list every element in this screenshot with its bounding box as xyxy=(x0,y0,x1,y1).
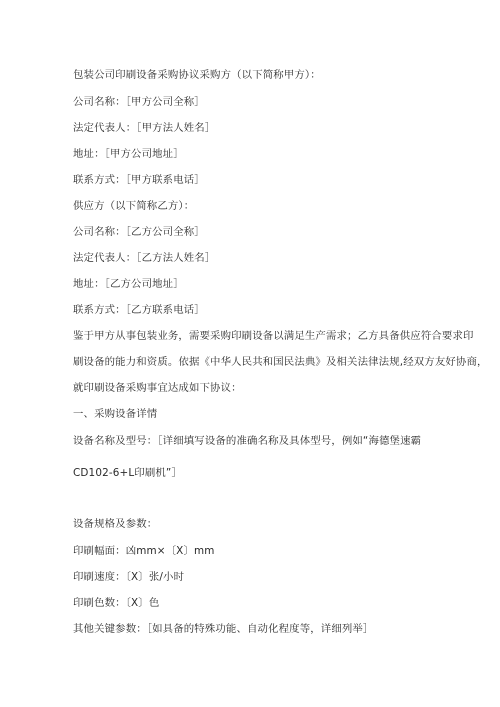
equipment-name-line-2: CD102-6+L印刷机”］ xyxy=(73,467,182,479)
print-colors: 印刷色数：〔X〕色 xyxy=(73,597,160,609)
buyer-legal-rep: 法定代表人：［甲方法人姓名］ xyxy=(73,122,216,134)
preamble-line-3: 就印刷设备采购事宜达成如下协议： xyxy=(73,382,242,394)
supplier-contact: 联系方式：［乙方联系电话］ xyxy=(73,304,205,316)
supplier-company: 公司名称：［乙方公司全称］ xyxy=(73,226,205,238)
preamble-line-1: 鉴于甲方从事包装业务，需要采购印刷设备以满足生产需求；乙方具备供应符合要求印 xyxy=(73,330,474,342)
supplier-intro: 供应方（以下简称乙方）： xyxy=(73,200,195,212)
other-params: 其他关键参数：［如具备的特殊功能、自动化程度等，详细列举］ xyxy=(73,623,374,635)
buyer-company: 公司名称：［甲方公司全称］ xyxy=(73,96,205,108)
spec-heading: 设备规格及参数： xyxy=(73,518,158,530)
supplier-legal-rep: 法定代表人：［乙方法人姓名］ xyxy=(73,252,216,264)
buyer-address: 地址：［甲方公司地址］ xyxy=(73,148,184,160)
preamble-line-2: 刷设备的能力和资质。依据《中华人民共和国民法典》及相关法律法规,经双方友好协商， xyxy=(73,356,488,368)
supplier-address: 地址：［乙方公司地址］ xyxy=(73,278,184,290)
buyer-contact: 联系方式：［甲方联系电话］ xyxy=(73,174,205,186)
print-size: 印刷幅面：凶mm×〔X〕mm xyxy=(73,545,215,557)
buyer-intro: 包装公司印刷设备采购协议采购方（以下简称甲方）： xyxy=(73,69,321,81)
equipment-name-line-1: 设备名称及型号：［详细填写设备的准确名称及具体型号，例如“海德堡速霸 xyxy=(73,435,422,447)
section-1-heading: 一、采购设备详情 xyxy=(73,408,158,420)
print-speed: 印刷速度：〔X〕张/小时 xyxy=(73,571,185,583)
